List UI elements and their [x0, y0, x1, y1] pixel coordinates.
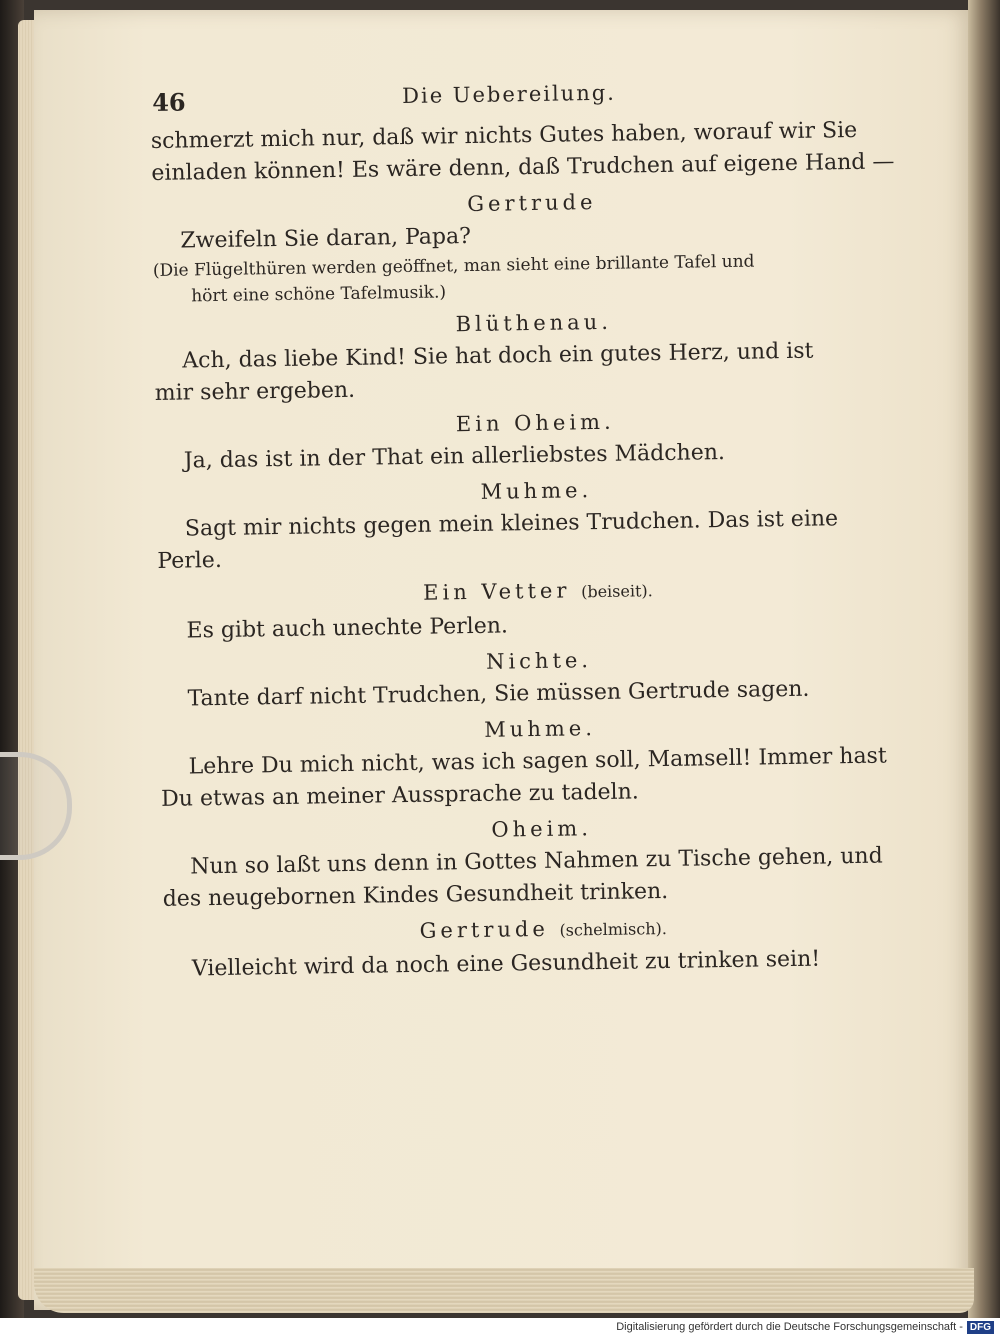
speaker-name: Ein Oheim. — [455, 409, 615, 437]
footer-credit: Digitalisierung gefördert durch die Deutsche Forschungsgemeinschaft - — [616, 1321, 963, 1333]
text-line: Ach, das liebe Kind! Sie hat doch ein gutes Herz, und ist — [182, 338, 814, 374]
text-line: Tante darf nicht Trudchen, Sie müssen Gertrude sagen. — [187, 676, 810, 712]
digitization-footer — [0, 1318, 1000, 1337]
text-line: des neugebornen Kindes Gesundheit trinken. — [162, 878, 669, 912]
page-number: 46 — [151, 87, 186, 117]
stage-direction: hört eine schöne Tafelmusik.) — [191, 282, 447, 307]
page-text — [150, 76, 924, 986]
page-edges-bottom — [34, 1268, 974, 1313]
running-title: Die Uebereilung. — [401, 80, 617, 109]
page-edge-right — [968, 0, 1000, 1318]
speaker-name: Blüthenau. — [455, 309, 613, 337]
text-line: Nun so laßt uns denn in Gottes Nahmen zu Tische gehen, und — [190, 843, 883, 880]
speaker-name: Muhme. — [484, 716, 597, 742]
text-line: einladen können! Es wäre denn, daß Trudchen auf eigene Hand — — [151, 149, 895, 186]
text-line: Du etwas an meiner Aussprache zu tadeln. — [160, 779, 639, 812]
speaker-name: Oheim. — [491, 816, 593, 842]
speaker-note: (beiseit). — [580, 581, 653, 602]
speaker-name-text: Ein Vetter — [422, 578, 571, 605]
text-line: Zweifeln Sie daran, Papa? — [180, 223, 472, 254]
text-line: Sagt mir nichts gegen mein kleines Trudchen. Das ist eine — [184, 506, 839, 542]
dfg-logo: DFG — [967, 1321, 994, 1334]
speaker-name: Nichte. — [485, 648, 593, 674]
speaker-name: Muhme. — [480, 478, 593, 504]
text-line: Ja, das ist in der That ein allerliebstes Mädchen. — [183, 440, 726, 474]
text-line: schmerzt mich nur, daß wir nichts Gutes haben, worauf wir Sie — [150, 117, 858, 154]
stage-direction: (Die Flügelthüren werden geöffnet, man sieht eine brillante Tafel und — [152, 251, 755, 281]
speaker-note: (schelmisch). — [559, 918, 668, 940]
text-line: mir sehr ergeben. — [154, 377, 356, 406]
speaker-name: Gertrude — [467, 190, 597, 217]
text-line: Es gibt auch unechte Perlen. — [186, 613, 509, 644]
text-line: Perle. — [157, 547, 223, 574]
text-line: Vielleicht wird da noch eine Gesundheit zu trinken sein! — [191, 946, 821, 982]
speaker-name-text: Gertrude — [419, 916, 549, 943]
text-line: Lehre Du mich nicht, was ich sagen soll, Mamsell! Immer hast — [188, 743, 887, 780]
